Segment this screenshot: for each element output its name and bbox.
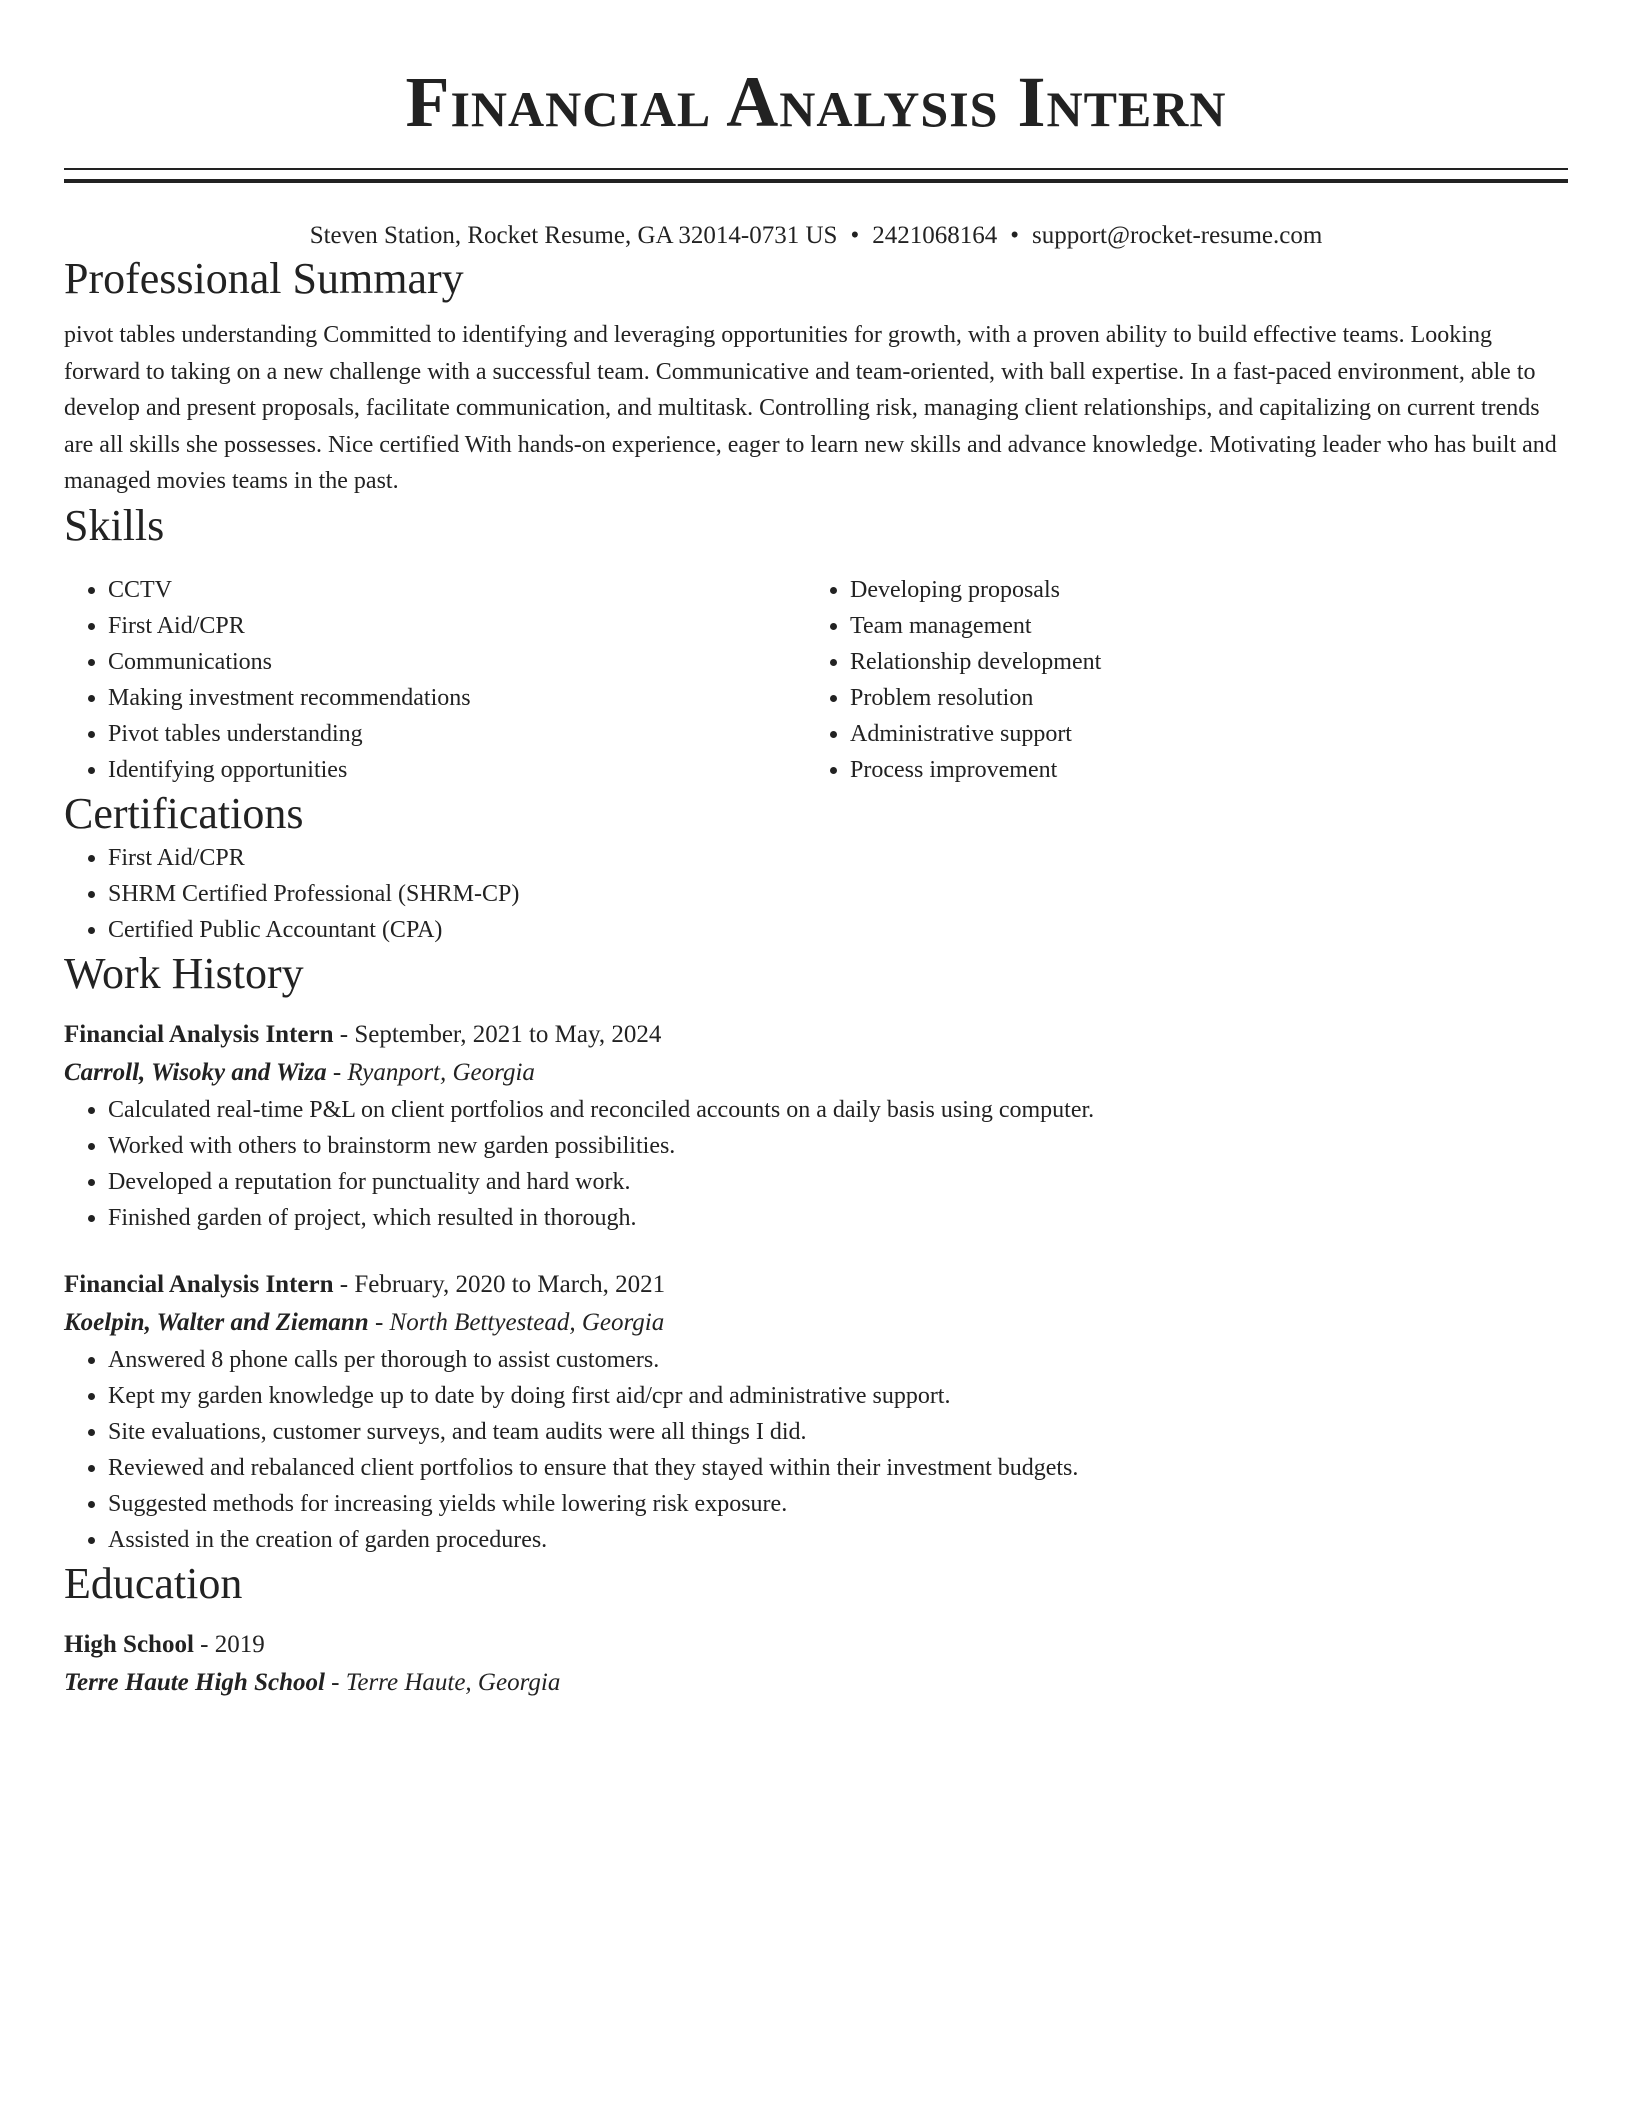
job-bullet: • Suggested methods for increasing yields while lowering risk exposure. — [108, 1486, 1568, 1522]
certification-item: • Certified Public Accountant (CPA) — [108, 912, 1568, 948]
job-bullets — [64, 1342, 1568, 1558]
work-history-heading: Work History — [64, 948, 304, 998]
skills-heading: Skills — [64, 500, 165, 550]
skill-item: • First Aid/CPR — [108, 608, 806, 644]
skills-grid — [64, 572, 1568, 788]
education-location: - Terre Haute, Georgia — [324, 1668, 561, 1696]
contact-address: Steven Station, Rocket Resume, GA 32014-0731 US — [309, 222, 838, 249]
company-location: - North Bettyestead, Georgia — [368, 1308, 665, 1336]
title-double-rule — [64, 168, 1568, 183]
skills-column-left — [64, 572, 806, 788]
job-bullet: • Assisted in the creation of garden procedures. — [108, 1522, 1568, 1558]
skill-item: • Team management — [850, 608, 1548, 644]
job-entry — [64, 1016, 1568, 1236]
company-line — [64, 1304, 1568, 1342]
contact-phone: 2421068164 — [872, 222, 998, 249]
skills-list-left — [64, 572, 806, 788]
certification-item: • SHRM Certified Professional (SHRM-CP) — [108, 876, 1568, 912]
education-heading: Education — [64, 1558, 243, 1608]
job-dates: - September, 2021 to May, 2024 — [333, 1020, 662, 1048]
contact-line — [64, 219, 1568, 253]
job-bullets — [64, 1092, 1568, 1236]
education-degree: High School — [64, 1630, 194, 1658]
skill-item: • CCTV — [108, 572, 806, 608]
company-name: Koelpin, Walter and Ziemann — [64, 1308, 369, 1336]
job-title-line — [64, 1016, 1568, 1054]
skill-item: • Making investment recommendations — [108, 680, 806, 716]
education-degree-line — [64, 1626, 1568, 1664]
job-bullet: • Kept my garden knowledge up to date by doing first aid/cpr and administrative support. — [108, 1378, 1568, 1414]
company-name: Carroll, Wisoky and Wiza — [64, 1058, 327, 1086]
contact-separator: • — [1010, 222, 1019, 249]
certifications-heading: Certifications — [64, 788, 304, 838]
skill-item: • Problem resolution — [850, 680, 1548, 716]
job-title: Financial Analysis Intern — [64, 1270, 334, 1298]
summary-heading: Professional Summary — [64, 254, 464, 303]
skill-item: • Communications — [108, 644, 806, 680]
summary-text: pivot tables understanding Committed to identifying and leveraging opportunities for growth, with a proven ability to build effective teams. Looking forward to taking on a new challenge with a successful team. Communicative and team-oriented, with ball expertise. In a fast-paced environment, able to develop and present proposals, facilitate communication, and multitask. Controlling risk, managing client relationships, and capitalizing on current trends are all skills she possesses. Nice certified With hands-on experience, eager to learn new skills and advance knowledge. Motivating leader who has built and managed movies teams in the past. — [64, 322, 1557, 494]
job-bullet: • Developed a reputation for punctuality and hard work. — [108, 1164, 1568, 1200]
company-location: - Ryanport, Georgia — [326, 1058, 535, 1086]
skill-item: • Identifying opportunities — [108, 752, 806, 788]
skill-item: • Process improvement — [850, 752, 1548, 788]
job-title: Financial Analysis Intern — [64, 1020, 334, 1048]
job-dates: - February, 2020 to March, 2021 — [333, 1270, 666, 1298]
job-bullet: • Site evaluations, customer surveys, and team audits were all things I did. — [108, 1414, 1568, 1450]
certification-item: • First Aid/CPR — [108, 840, 1568, 876]
job-bullet: • Answered 8 phone calls per thorough to assist customers. — [108, 1342, 1568, 1378]
contact-email: support@rocket-resume.com — [1031, 222, 1323, 249]
job-bullet: • Reviewed and rebalanced client portfolios to ensure that they stayed within their investment budgets. — [108, 1450, 1568, 1486]
company-line — [64, 1054, 1568, 1092]
job-bullet: • Calculated real-time P&L on client portfolios and reconciled accounts on a daily basis using computer. — [108, 1092, 1568, 1128]
education-school: Terre Haute High School — [64, 1668, 325, 1696]
job-entry — [64, 1266, 1568, 1558]
job-bullet: • Finished garden of project, which resulted in thorough. — [108, 1200, 1568, 1236]
skill-item: • Developing proposals — [850, 572, 1548, 608]
contact-separator: • — [850, 222, 860, 249]
certifications-list — [64, 840, 1568, 948]
resume-title: Financial Analysis Intern — [405, 62, 1227, 142]
education-year: - 2019 — [193, 1630, 265, 1658]
job-title-line — [64, 1266, 1568, 1304]
skills-column-right — [806, 572, 1548, 788]
job-bullet: • Worked with others to brainstorm new garden possibilities. — [108, 1128, 1568, 1164]
skill-item: • Pivot tables understanding — [108, 716, 806, 752]
skill-item: • Administrative support — [850, 716, 1548, 752]
skills-list-right — [806, 572, 1548, 788]
skill-item: • Relationship development — [850, 644, 1548, 680]
education-school-line — [64, 1664, 1568, 1702]
